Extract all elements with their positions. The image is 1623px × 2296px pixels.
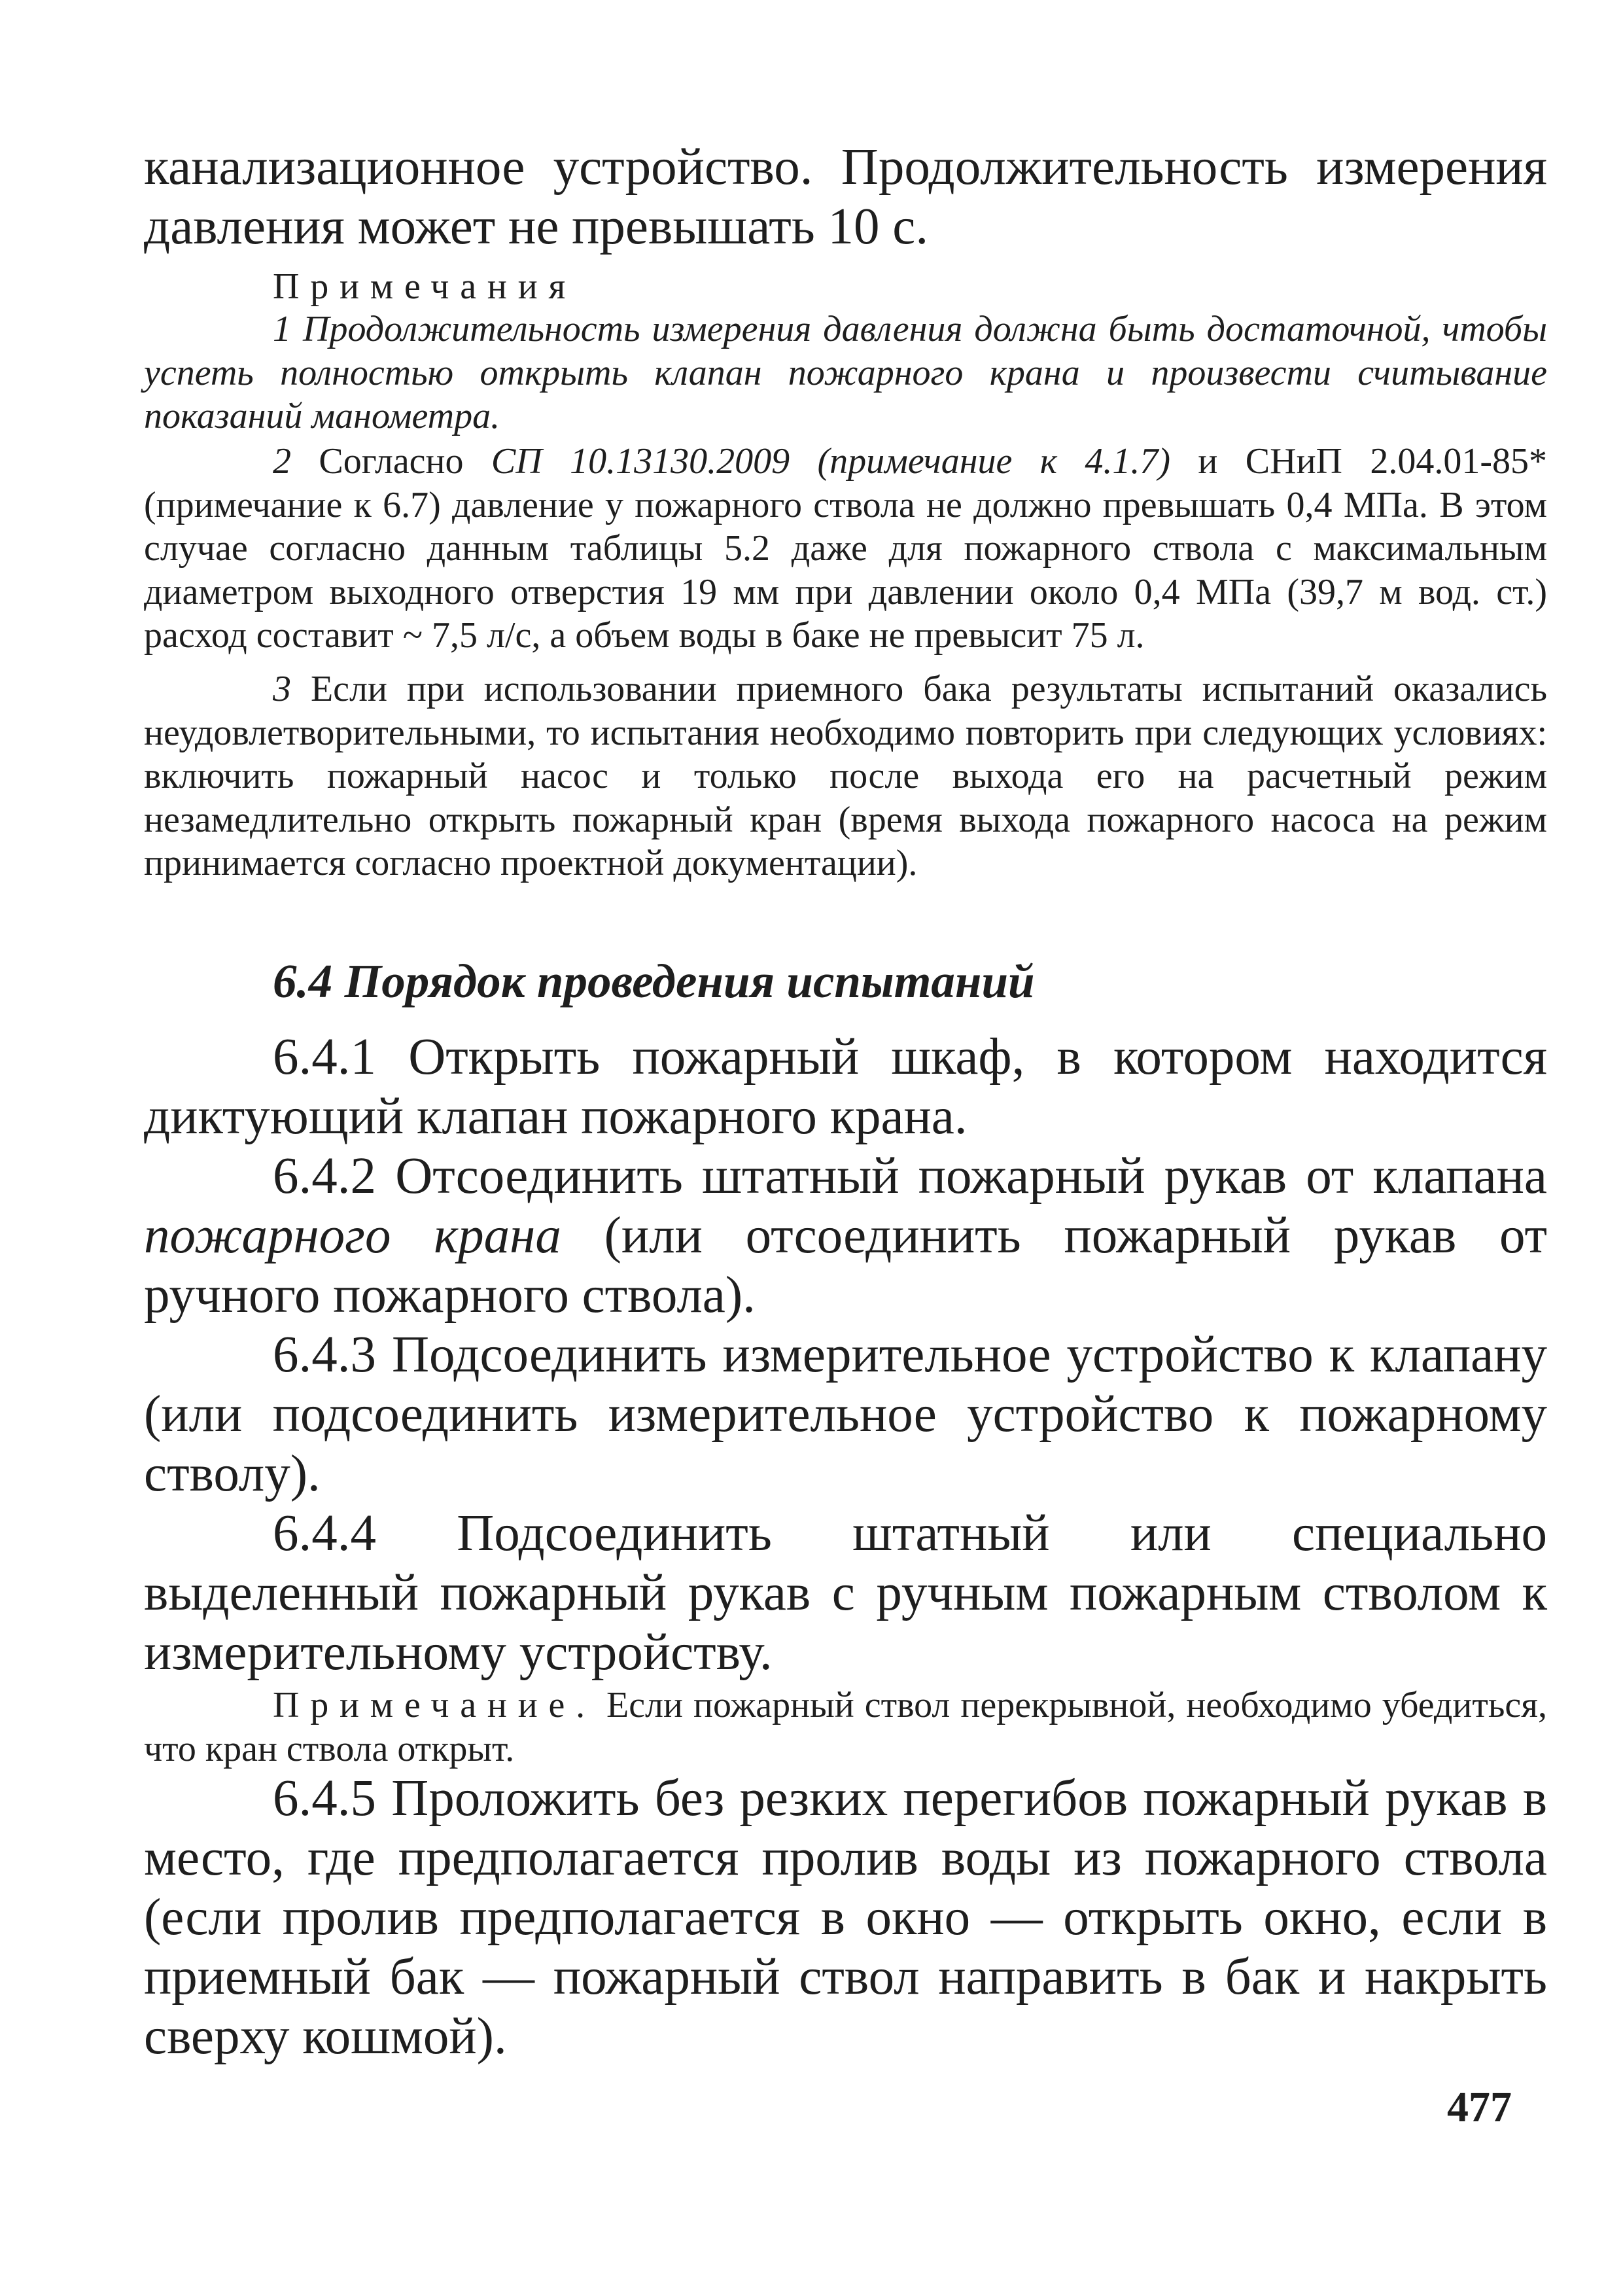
clause-6-4-2 [144,1146,1547,1325]
clause-6-4-3: 6.4.3 Подсоединить измерительное устройство к клапану (или подсоединить измерительное устройство к пожарному стволу). [144,1326,1547,1502]
clause-6-4-1: 6.4.1 Открыть пожарный шкаф, в котором находится диктующий клапан пожарного крана. [144,1029,1547,1145]
clause-6-4-5: 6.4.5 Проложить без резких перегибов пожарный рукав в место, где предполагается пролив воды из пожарного ствола (если пролив предполагается в окно — открыть окно, если в приемный бак — пожарный ствол направить в бак и накрыть сверху кошмой). [144,1770,1547,2065]
note-2-text-a: Согласно [319,441,464,482]
paragraph-continuation: канализационное устройство. Продолжительность измерения давления может не превышать 10 с. [144,139,1547,255]
note-2-reference: СП 10.13130.2009 (примечание к 4.1.7) [491,441,1170,482]
clause-6-4-2-text-c: (или отсоединить пожарный рукав от ручного пожарного ствола). [144,1207,1547,1324]
page-number: 477 [1447,2083,1512,2131]
note-2-text-b: и СНиП 2.04.01-85* (примечание к 6.7) давление у пожарного ствола не должно превышать 0,4 МПа. В этом случае согласно данным таблицы 5.2 даже для пожарного ствола с максимальным диаметром выходного отверстия 19 мм при давлении около 0,4 МПа (39,7 м вод. ст.) расход составит ~ 7,5 л/с, а объем воды в баке не превысит 75 л. [144,441,1548,656]
clause-6-4-4: 6.4.4 Подсоединить штатный или специально выделенный пожарный рукав с ручным пожарным стволом к измерительному устройству. [144,1505,1547,1681]
clause-6-4-2-italic: пожарного крана [144,1207,561,1264]
note-6-4-4-label: Примечание. [273,1685,596,1725]
note-2 [144,440,1547,658]
notes-label: Примечания [273,266,577,307]
note-3 [144,667,1547,885]
note-6-4-4 [144,1684,1547,1771]
clause-6-4-2-text-a: 6.4.2 Отсоединить штатный пожарный рукав от клапана [273,1148,1547,1205]
note-1: 1 Продолжительность измерения давления должна быть достаточной, чтобы успеть полностью открыть клапан пожарного крана и произвести считывание показаний манометра. [144,309,1547,436]
section-heading: 6.4 Порядок проведения испытаний [273,955,1035,1008]
note-3-text: Если при использовании приемного бака результаты испытаний оказались неудовлетворительными, то испытания необходимо повторить при следующих условиях: включить пожарный насос и только после выхода его на расчетный режим незамедлительно открыть пожарный кран (время выхода пожарного насоса на режим принимается согласно проектной документации). [144,669,1547,883]
note-2-number: 2 [273,441,291,482]
note-3-number: 3 [273,669,291,709]
note-6-4-4-text: Если пожарный ствол перекрывной, необходимо убедиться, что кран ствола открыт. [144,1685,1547,1769]
